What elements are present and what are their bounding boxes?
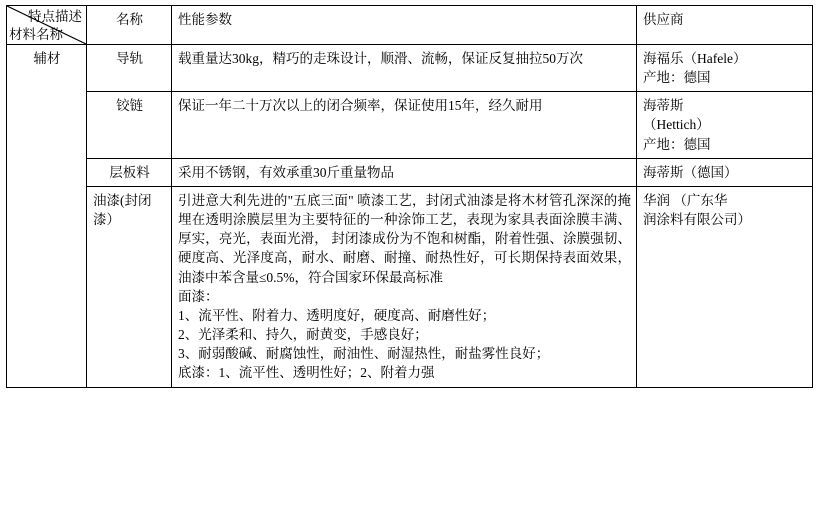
category-cell: 辅材 [7,45,87,388]
params-text: 采用不锈钢，有效承重30斤重量物品 [178,164,394,180]
header-name: 名称 [87,6,172,45]
supplier-line: 海蒂斯 [643,98,684,114]
table-row [7,186,813,387]
table-row [7,158,813,186]
feature-label: 特点描述 [28,9,82,24]
supplier-line: 润涂料有限公司） [643,212,751,228]
table-row [7,92,813,158]
row-supplier-daogui [637,45,813,92]
params-text: 引进意大利先进的"五底三面" 喷漆工艺，封闭式油漆是将木材管孔深深的掩埋在透明涂膜层里为主要特征的一种涂饰工艺，表现为家具表面涂膜丰满、厚实，亮光，表面光滑， 封闭漆成份为不饱和树酯，附着性强、涂膜强韧、硬度高、光泽度高，耐水、耐磨、耐撞、耐热性好，可长期保持表面效果，油漆中苯含量≤0.5%，符合国家环保最高标准 [178,192,631,285]
supplier-line: 产地：德国 [643,70,711,86]
header-params: 性能参数 [172,6,637,45]
row-name-youqi: 油漆(封闭漆） [87,186,172,387]
table-header-row [7,6,813,45]
supplier-line: 产地：德国 [643,136,711,152]
params-text: 保证一年二十万次以上的闭合频率，保证使用15年，经久耐用 [178,98,543,114]
document-page [0,5,820,526]
params-text: 载重量达30kg，精巧的走珠设计，顺滑、流畅，保证反复抽拉50万次 [178,51,583,66]
supplier-line: 华润 （广东华 [643,192,728,208]
row-name-cengbanliao: 层板料 [87,158,172,186]
row-params-cengbanliao [172,158,637,186]
material-spec-table [6,5,813,388]
row-params-youqi [172,186,637,387]
row-params-daogui [172,45,637,92]
material-label: 材料名称 [9,26,63,42]
params-text: 3、耐弱酸碱、耐腐蚀性，耐油性、耐湿热性，耐盐雾性良好； [178,346,550,362]
corner-header-cell [7,6,87,45]
params-text: 底漆：1、流平性、透明性好；2、附着力强 [178,365,435,381]
supplier-line: 海蒂斯（德国） [643,164,738,180]
table-row [7,45,813,92]
row-supplier-cengbanliao [637,158,813,186]
row-supplier-jiaolian [637,92,813,158]
supplier-line: （Hettich） [643,117,710,133]
row-name-jiaolian: 铰链 [87,92,172,158]
params-text: 1、流平性、附着力、透明度好，硬度高、耐磨性好； [178,307,496,323]
row-name-daogui: 导轨 [87,45,172,92]
row-supplier-youqi [637,186,813,387]
header-supplier: 供应商 [637,6,813,45]
row-params-jiaolian [172,92,637,158]
params-text: 2、光泽柔和、持久，耐黄变，手感良好； [178,327,428,343]
supplier-line: 海福乐（Hafele） [643,51,747,66]
params-text: 面漆： [178,288,219,304]
